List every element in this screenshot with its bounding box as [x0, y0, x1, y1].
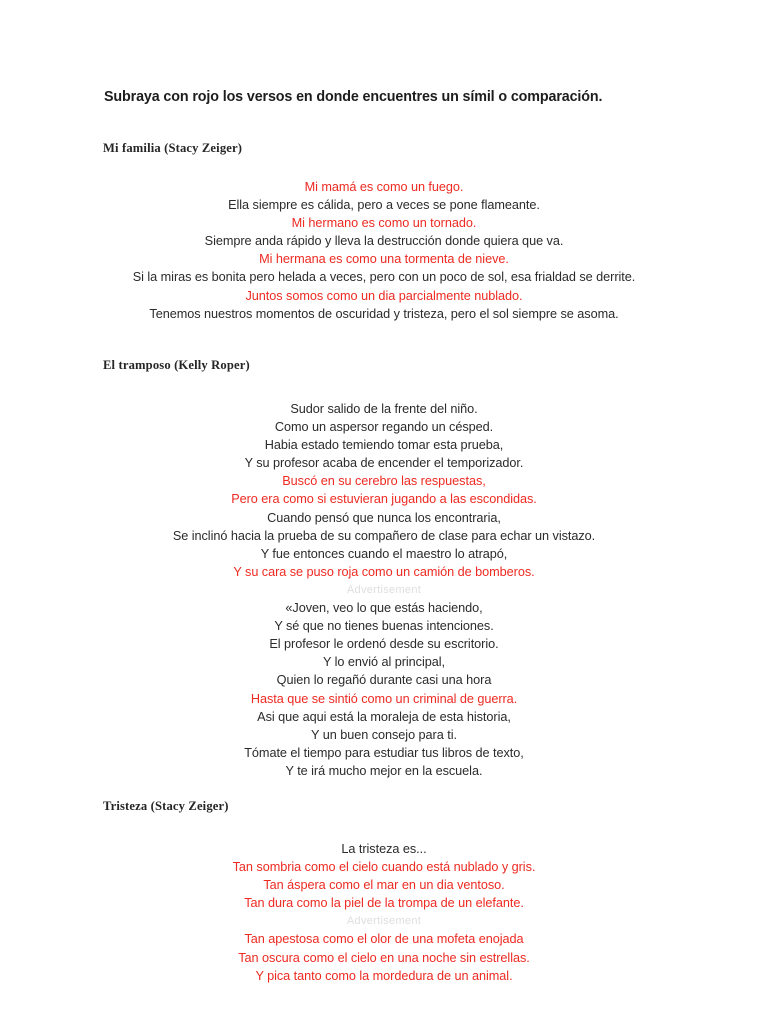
poem-line: Tenemos nuestros momentos de oscuridad y tristeza, pero el sol siempre se asoma. — [149, 306, 619, 321]
poem-section — [0, 358, 768, 780]
advertisement-placeholder: Advertisement — [346, 583, 422, 596]
poem-line: Y te irá mucho mejor en la escuela. — [285, 763, 483, 778]
poem-body — [0, 400, 768, 780]
poem-line: Siempre anda rápido y lleva la destrucción donde quiera que va. — [204, 234, 564, 249]
instruction-heading: Subraya con rojo los versos en donde encuentres un símil o comparación. — [104, 89, 603, 105]
poem-line: Tan oscura como el cielo en una noche sin estrellas. — [238, 950, 530, 965]
poem-line: Juntos somos como un dia parcialmente nublado. — [245, 288, 523, 303]
poem-line: Mi hermano es como un tornado. — [291, 216, 477, 231]
poem-line: Y su profesor acaba de encender el temporizador. — [244, 456, 524, 471]
poem-line: Tan apestosa como el olor de una mofeta enojada — [244, 932, 524, 947]
poem-line: Y su cara se puso roja como un camión de bomberos. — [233, 564, 535, 579]
poem-line: Se inclinó hacia la prueba de su compañero de clase para echar un vistazo. — [172, 528, 596, 543]
poem-line: Habia estado temiendo tomar esta prueba, — [264, 438, 504, 453]
poem-section — [0, 799, 768, 985]
poem-line: Tan sombria como el cielo cuando está nublado y gris. — [232, 860, 536, 875]
poem-line: Cuando pensó que nunca los encontraria, — [267, 510, 501, 525]
poem-line: Pero era como si estuvieran jugando a las escondidas. — [231, 492, 537, 507]
advertisement-placeholder: Advertisement — [346, 915, 422, 928]
poem-line: Asi que aqui está la moraleja de esta historia, — [257, 709, 511, 724]
poem-line: Hasta que se sintió como un criminal de guerra. — [250, 691, 518, 706]
poem-line: Quien lo regañó durante casi una hora — [276, 673, 492, 688]
poem-body — [0, 178, 768, 323]
poem-line: Tómate el tiempo para estudiar tus libros de texto, — [244, 745, 524, 760]
poem-line: Buscó en su cerebro las respuestas, — [282, 474, 486, 489]
poem-line: Y lo envió al principal, — [323, 655, 445, 670]
poem-line: Mi mamá es como un fuego. — [304, 180, 464, 194]
poem-line: El profesor le ordenó desde su escritorio. — [269, 637, 499, 652]
poem-line: Y un buen consejo para ti. — [311, 727, 457, 742]
poem-line: Y fue entonces cuando el maestro lo atrapó, — [260, 546, 508, 561]
poem-line: Ella siempre es cálida, pero a veces se pone flameante. — [228, 198, 540, 213]
poem-title: Tristeza (Stacy Zeiger) — [103, 799, 229, 813]
poem-title: El tramposo (Kelly Roper) — [103, 358, 250, 372]
poem-section — [0, 141, 768, 323]
poem-line: Tan áspera como el mar en un dia ventoso. — [263, 878, 505, 893]
poem-line: Y sé que no tienes buenas intenciones. — [274, 619, 494, 634]
poem-line: Si la miras es bonita pero helada a veces, pero con un poco de sol, esa frialdad se derrite. — [132, 270, 636, 285]
poem-line: Como un aspersor regando un césped. — [274, 420, 494, 435]
poem-line: Y pica tanto como la mordedura de un animal. — [255, 968, 513, 983]
poem-line: Mi hermana es como una tormenta de nieve. — [259, 252, 509, 267]
poem-line: Sudor salido de la frente del niño. — [290, 402, 478, 416]
poem-title: Mi familia (Stacy Zeiger) — [103, 141, 243, 155]
poem-body — [0, 840, 768, 985]
poem-line: La tristeza es... — [341, 842, 427, 856]
poem-line: Tan dura como la piel de la trompa de un elefante. — [244, 896, 524, 911]
poem-line: «Joven, veo lo que estás haciendo, — [285, 601, 483, 616]
